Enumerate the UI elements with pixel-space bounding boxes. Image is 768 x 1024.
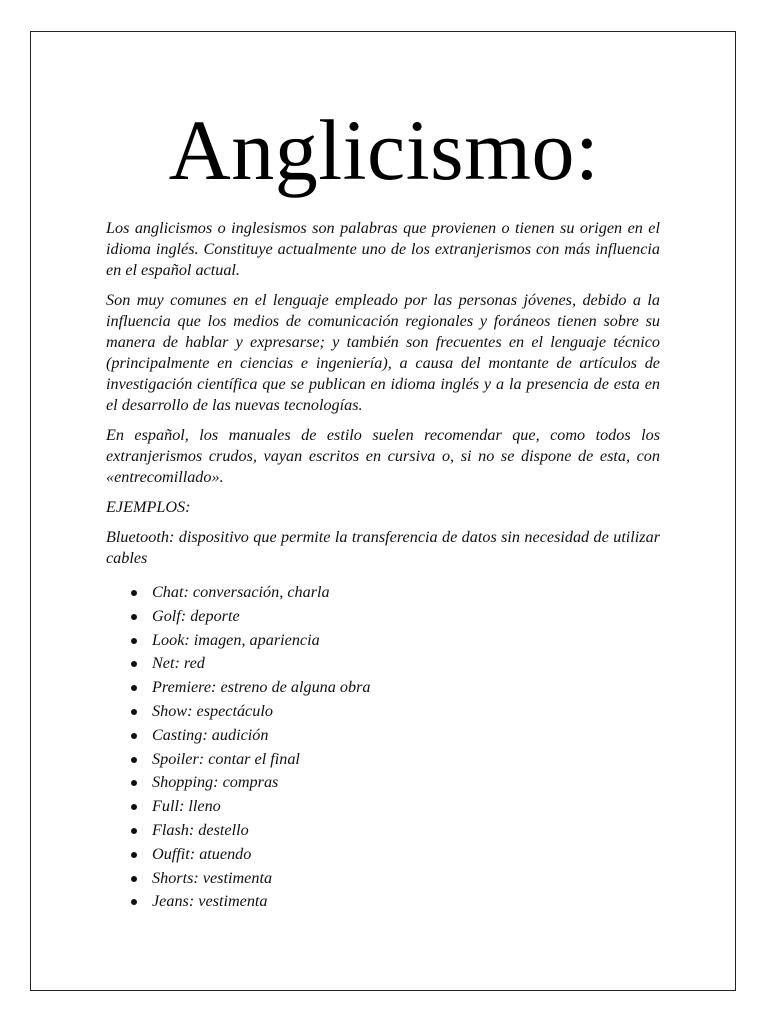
list-item <box>106 819 660 843</box>
list-item <box>106 581 660 605</box>
example-bluetooth: Bluetooth: dispositivo que permite la transferencia de datos sin necesidad de utilizar cables <box>106 528 660 567</box>
list-item-text: Golf: deporte <box>152 606 240 625</box>
bullet-icon <box>131 852 137 858</box>
bullet-icon <box>131 733 137 739</box>
bullet-icon <box>131 614 137 620</box>
list-item-text: Full: lleno <box>152 797 221 816</box>
list-item <box>106 748 660 772</box>
paragraph-usage: Son muy comunes en el lenguaje empleado por las personas jóvenes, debido a la influencia que los medios de comunicación regionales y foráneos tienen sobre su manera de hablar y expresarse; y también son frecuentes en el lenguaje técnico (principalmente en ciencias e ingeniería), a causa del montante de artículos de investigación científica que se publican en idioma inglés y a la presencia de esta en el desarrollo de las nuevas tecnologías. <box>106 291 660 414</box>
list-item-text: Premiere: estreno de alguna obra <box>152 678 371 697</box>
bullet-icon <box>131 685 137 691</box>
list-item-text: Show: espectáculo <box>152 701 273 720</box>
list-item-text: Chat: conversación, charla <box>152 583 330 601</box>
list-item-text: Shorts: vestimenta <box>152 868 273 887</box>
bullet-icon <box>131 661 137 667</box>
bullet-icon <box>131 757 137 763</box>
list-item <box>106 867 660 891</box>
bullet-icon <box>131 780 137 786</box>
list-item-text: Shopping: compras <box>152 773 279 792</box>
paragraph-style: En español, los manuales de estilo suelen recomendar que, como todos los extranjerismos crudos, vayan escritos en cursiva o, si no se dispone de esta, con «entrecomillado». <box>106 426 660 486</box>
list-item-text: Spoiler: contar el final <box>152 749 300 768</box>
bullet-icon <box>131 709 137 715</box>
bullet-icon <box>131 590 137 596</box>
list-item <box>106 629 660 653</box>
page-title: Anglicismo: <box>168 102 600 198</box>
list-item <box>106 795 660 819</box>
bullet-icon <box>131 876 137 882</box>
list-item <box>106 771 660 795</box>
list-item-text: Net: red <box>152 654 205 673</box>
bullet-icon <box>131 899 137 905</box>
bullet-icon <box>131 638 137 644</box>
examples-heading: EJEMPLOS: <box>106 498 191 516</box>
list-item <box>106 676 660 700</box>
list-item-text: Flash: destello <box>152 820 249 839</box>
list-item <box>106 700 660 724</box>
list-item-text: Jeans: vestimenta <box>152 892 268 911</box>
list-item <box>106 652 660 676</box>
list-item <box>106 890 660 914</box>
list-item <box>106 605 660 629</box>
bullet-icon <box>131 828 137 834</box>
list-item <box>106 724 660 748</box>
list-item-text: Casting: audición <box>152 725 269 744</box>
list-item <box>106 843 660 867</box>
list-item-text: Ouffit: atuendo <box>152 844 252 863</box>
document-body <box>106 218 660 914</box>
list-item-text: Look: imagen, apariencia <box>152 630 320 649</box>
bullet-icon <box>131 804 137 810</box>
examples-list <box>106 581 660 914</box>
paragraph-definition: Los anglicismos o inglesismos son palabras que provienen o tienen su origen en el idioma inglés. Constituye actualmente uno de los extranjerismos con más influencia en el español actual. <box>106 219 660 279</box>
